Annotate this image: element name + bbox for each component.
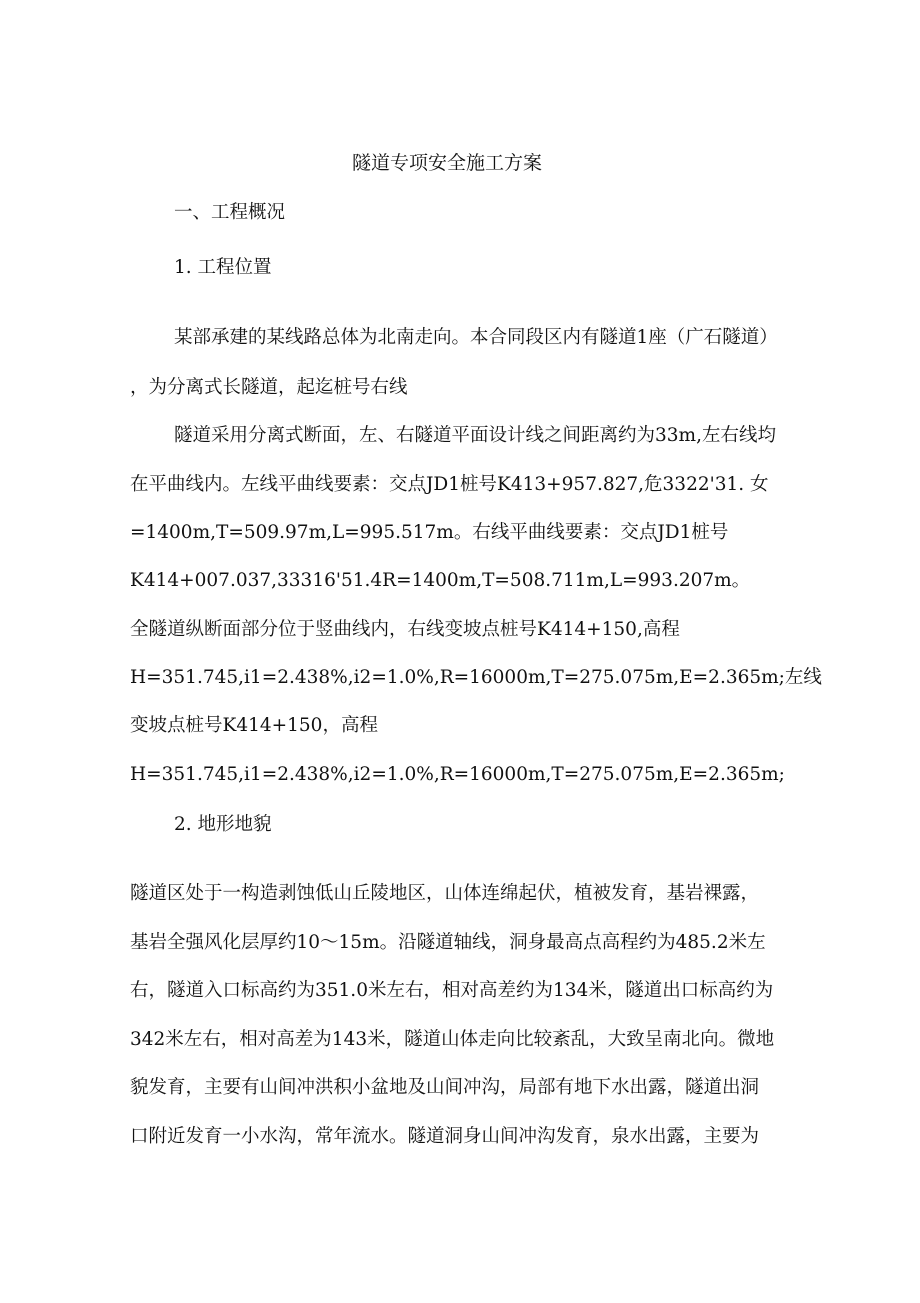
paragraph-line: 342米左右，相对高差为143米，隧道山体走向比较紊乱，大致呈南北向。微地 (130, 1029, 775, 1050)
paragraph-line: H=351.745,i1=2.438%,i2=1.0%,R=16000m,T=275.075m,E=2.365m;左线 (130, 667, 822, 688)
section-heading-overview: 一、工程概况 (174, 202, 286, 223)
paragraph-line: H=351.745,i1=2.438%,i2=1.0%,R=16000m,T=275.075m,E=2.365m; (130, 764, 785, 785)
paragraph-line: 基岩全强风化层厚约10～15m。沿隧道轴线，洞身最高点高程约为485.2米左 (130, 932, 766, 953)
paragraph-line: 口附近发育一小水沟，常年流水。隧道洞身山间冲沟发育，泉水出露，主要为 (130, 1126, 760, 1147)
subsection-heading-location: 1. 工程位置 (174, 257, 272, 278)
paragraph-line: 全隧道纵断面部分位于竖曲线内，右线变坡点桩号K414+150,高程 (130, 619, 680, 640)
paragraph-line: K414+007.037,33316'51.4R=1400m,T=508.711m,L=993.207m。 (130, 570, 751, 591)
document-title: 隧道专项安全施工方案 (352, 152, 543, 174)
subsection-heading-terrain: 2. 地形地貌 (174, 814, 272, 835)
paragraph-line: 右，隧道入口标高约为351.0米左右，相对高差约为134米，隧道出口标高约为 (130, 980, 774, 1001)
paragraph-line: =1400m,T=509.97m,L=995.517m。右线平曲线要素：交点JD1桩号 (130, 522, 729, 543)
paragraph-line: ，为分离式长隧道，起迄桩号右线 (130, 377, 408, 398)
paragraph-line: 变坡点桩号K414+150，高程 (130, 715, 378, 736)
paragraph-line: 貌发育，主要有山间冲洪积小盆地及山间冲沟，局部有地下水出露，隧道出洞 (130, 1077, 760, 1098)
paragraph-line: 隧道区处于一构造剥蚀低山丘陵地区，山体连绵起伏，植被发育，基岩裸露， (130, 883, 760, 904)
paragraph-line: 在平曲线内。左线平曲线要素：交点JD1桩号K413+957.827,危3322'31. 女 (130, 474, 769, 495)
paragraph-line: 某部承建的某线路总体为北南走向。本合同段区内有隧道1座（广石隧道） (174, 327, 778, 348)
paragraph-line: 隧道采用分离式断面，左、右隧道平面设计线之间距离约为33m,左右线均 (174, 425, 776, 446)
